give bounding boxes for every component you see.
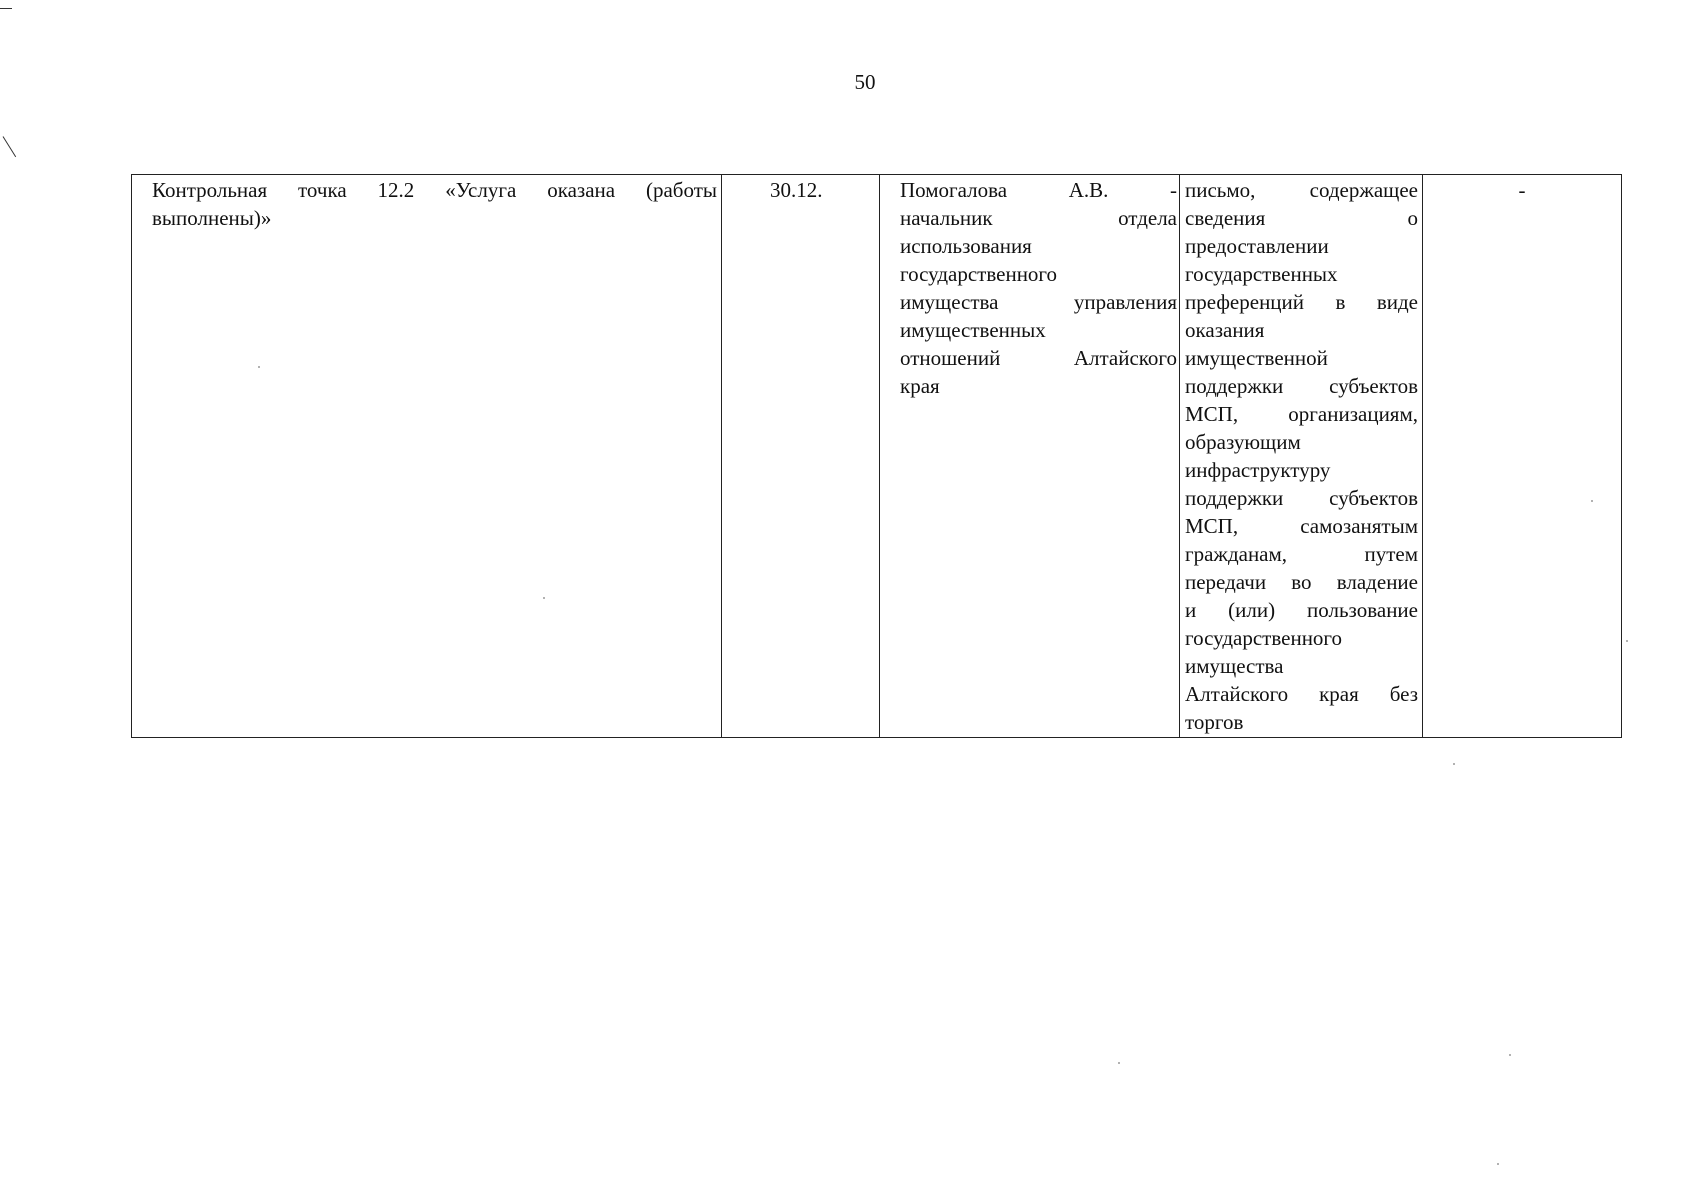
result-document-line: Алтайского края без (1185, 682, 1418, 706)
responsible-person-line: государственного (900, 262, 1058, 286)
scan-speck (258, 366, 260, 368)
result-document-line: МСП, самозанятым (1185, 514, 1418, 538)
scan-speck (1497, 1163, 1499, 1165)
control-point-title-cell (132, 175, 722, 738)
responsible-person-line: имущества управления (900, 290, 1177, 314)
result-document-line: имущества (1185, 654, 1284, 678)
result-document-line: поддержки субъектов (1185, 374, 1418, 398)
responsible-person-line: использования (900, 234, 1032, 258)
result-document-line: торгов (1185, 710, 1244, 734)
result-document-line: и (или) пользование (1185, 598, 1418, 622)
result-document-line: предоставлении (1185, 234, 1329, 258)
control-point-title-line: выполнены)» (152, 206, 272, 230)
result-document-line: МСП, организациям, (1185, 402, 1418, 426)
scan-speck (543, 597, 545, 599)
deadline-cell (722, 175, 880, 738)
scan-speck (1509, 1054, 1511, 1056)
result-document-line: гражданам, путем (1185, 542, 1418, 566)
scan-mark (3, 136, 17, 157)
scan-speck (1591, 500, 1593, 502)
responsible-person-line: Помогалова А.В. - (900, 178, 1177, 202)
responsible-person-line: имущественных (900, 318, 1046, 342)
control-point-table (131, 174, 1622, 738)
result-document-line: инфраструктуру (1185, 458, 1331, 482)
scan-speck (1626, 640, 1628, 642)
responsible-person-line: начальник отдела (900, 206, 1177, 230)
result-document-line: государственного (1185, 626, 1343, 650)
note-cell (1423, 175, 1622, 738)
result-document-line: образующим (1185, 430, 1301, 454)
responsible-person-line: края (900, 374, 940, 398)
scan-speck (1118, 1062, 1120, 1064)
result-document-line: письмо, содержащее (1185, 178, 1418, 202)
result-document-line: имущественной (1185, 346, 1328, 370)
result-document-line: преференций в виде (1185, 290, 1418, 314)
table-row (132, 175, 1622, 738)
result-document-line: поддержки субъектов (1185, 486, 1418, 510)
responsible-person-cell (880, 175, 1180, 738)
note-dash: - (1518, 178, 1526, 202)
result-document-line: оказания (1185, 318, 1265, 342)
result-document-line: сведения о (1185, 206, 1418, 230)
result-document-cell (1180, 175, 1423, 738)
scan-mark (0, 8, 12, 9)
deadline-date: 30.12. (770, 178, 823, 202)
control-point-title-line: Контрольная точка 12.2 «Услуга оказана (работы (152, 178, 717, 202)
result-document-line: государственных (1185, 262, 1338, 286)
responsible-person-line: отношений Алтайского (900, 346, 1177, 370)
page-number: 50 (854, 70, 876, 94)
result-document-line: передачи во владение (1185, 570, 1418, 594)
scan-speck (1453, 763, 1455, 765)
